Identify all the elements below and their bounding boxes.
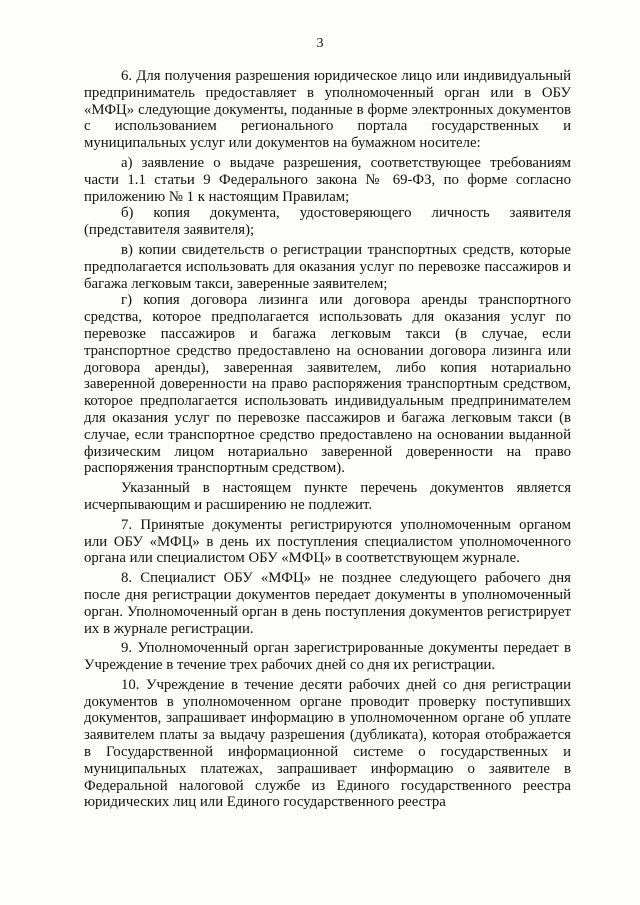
document-body: [84, 68, 571, 811]
list-item-v: в) копии свидетельств о регистрации транспортных средств, которые предполагается использовать для оказания услуг по перевозке пассажиров и багажа легковым такси, заверенные заявителем;: [84, 241, 571, 292]
paragraph-10: 10. Учреждение в течение десяти рабочих дней со дня регистрации документов в уполномоченном органе проводит проверку поступивших документов, запрашивает информацию в уполномоченном органе об уплате заявителем платы за выдачу разрешения (дубликата), которая отображается в Государственной информационной системе о государственных и муниципальных платежах, запрашивает информацию о заявителе в Федеральной налоговой службе из Единого государственного реестра юридических лиц или Единого государственного реестра: [84, 676, 571, 811]
paragraph-8: 8. Специалист ОБУ «МФЦ» не позднее следующего рабочего дня после дня регистрации документов передает документы в уполномоченный орган. Уполномоченный орган в день поступления документов регистрирует их в журнале регистрации.: [84, 570, 571, 637]
paragraph-7: 7. Принятые документы регистрируются уполномоченным органом или ОБУ «МФЦ» в день их поступления специалистом уполномоченного органа или специалистом ОБУ «МФЦ» в соответствующем журнале.: [84, 516, 571, 567]
list-note: Указанный в настоящем пункте перечень документов является исчерпывающим и расширению не подлежит.: [84, 480, 571, 513]
paragraph-9: 9. Уполномоченный орган зарегистрированные документы передает в Учреждение в течение трех рабочих дней со дня их регистрации.: [84, 640, 571, 674]
paragraph-6: 6. Для получения разрешения юридическое лицо или индивидуальный предприниматель предоставляет в уполномоченный орган или в ОБУ «МФЦ» следующие документы, поданные в форме электронных документов с использованием регионального портала государственных и муниципальных услуг или документов на бумажном носителе:: [84, 68, 571, 152]
list-item-b: б) копия документа, удостоверяющего личность заявителя (представителя заявителя);: [84, 205, 571, 239]
list-item-g: г) копия договора лизинга или договора аренды транспортного средства, которое предполагается использовать для оказания услуг по перевозке пассажиров и багажа легковым такси (в случае, если транспортное средство предоставлено на основании договора лизинга или договора аренды), заверенная заявителем, либо копия нотариально заверенной доверенности на право распоряжения транспортным средством, которое предполагается использовать индивидуальным предпринимателем для оказания услуг по перевозке пассажиров и багажа легковым такси (в случае, если транспортное средство предоставлено на основании выданной физическим лицом нотариально заверенной доверенности на право распоряжения транспортным средством).: [84, 292, 571, 477]
page-number: 3: [316, 36, 324, 51]
list-item-a: а) заявление о выдаче разрешения, соответствующее требованиям части 1.1 статьи 9 Федерального закона № 69-ФЗ, по форме согласно приложению № 1 к настоящим Правилам;: [84, 154, 571, 205]
